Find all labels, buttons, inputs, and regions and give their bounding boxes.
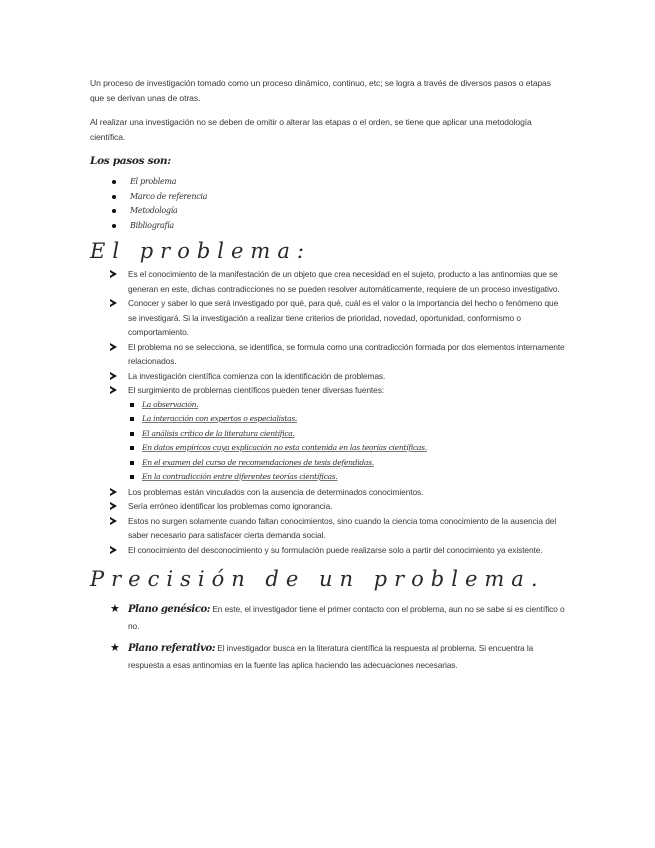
precision-list bbox=[90, 601, 567, 673]
arrow-bullet-icon bbox=[110, 488, 117, 496]
pasos-item: El problema bbox=[120, 175, 567, 190]
arrow-bullet-icon bbox=[110, 343, 117, 351]
arrow-bullet-icon bbox=[110, 372, 117, 380]
plano-term: Plano referativo: bbox=[128, 643, 216, 654]
problema-item: Conocer y saber lo que será investigado por qué, para qué, cuál es el valor o la importancia del hecho o fenómeno que se investigará. Si la investigación a realizar tiene criterios de prioridad, novedad, oportunidad, conformismo o comportamiento. bbox=[110, 296, 567, 340]
fuente-item: La interacción con expertos o especialistas. bbox=[130, 412, 567, 427]
problema-item: Es el conocimiento de la manifestación de un objeto que crea necesidad en el sujeto, producto a las antinomias que se generan en este, dichas contradicciones no se pueden resolver automáticamente, requiere de un proceso investigativo. bbox=[110, 267, 567, 296]
problema-item: La investigación científica comienza con la identificación de problemas. bbox=[110, 369, 567, 384]
arrow-bullet-icon bbox=[110, 270, 117, 278]
plano-term: Plano genésico: bbox=[128, 604, 211, 615]
pasos-item: Bibliografía bbox=[120, 219, 567, 234]
square-bullet-icon bbox=[130, 446, 134, 450]
fuente-item: El análisis crítico de la literatura científica. bbox=[130, 427, 567, 442]
pasos-item: Metodología bbox=[120, 204, 567, 219]
pasos-list bbox=[90, 175, 567, 233]
precision-heading: Precisión de un problema. bbox=[90, 567, 545, 591]
arrow-bullet-icon bbox=[110, 546, 117, 554]
problema-list-b bbox=[90, 485, 567, 558]
arrow-bullet-icon bbox=[110, 517, 117, 525]
problema-item: El conocimiento del desconocimiento y su formulación puede realizarse solo a partir del conocimiento ya existente. bbox=[110, 543, 567, 558]
precision-item bbox=[110, 601, 567, 634]
square-bullet-icon bbox=[130, 403, 134, 407]
problema-item: Sería erróneo identificar los problemas como ignorancia. bbox=[110, 499, 567, 514]
square-bullet-icon bbox=[130, 475, 134, 479]
arrow-bullet-icon bbox=[110, 502, 117, 510]
intro-paragraph-2: Al realizar una investigación no se deben de omitir o alterar las etapas o el orden, se tiene que aplicar una metodología científica. bbox=[90, 117, 532, 142]
arrow-bullet-icon bbox=[110, 299, 117, 307]
problema-item: Los problemas están vinculados con la ausencia de determinados conocimientos. bbox=[110, 485, 567, 500]
fuentes-list bbox=[90, 398, 567, 485]
plano-text: En este, el investigador tiene el primer contacto con el problema, aun no se sabe si es científico o no. bbox=[128, 604, 565, 631]
pasos-title: Los pasos son: bbox=[90, 155, 171, 167]
fuente-item: La observación. bbox=[130, 398, 567, 413]
fuente-item: En datos empíricos cuya explicación no esta contenida en las teorías científicas. bbox=[130, 441, 567, 456]
square-bullet-icon bbox=[130, 417, 134, 421]
pasos-item: Marco de referencia bbox=[120, 190, 567, 205]
problema-heading: El problema: bbox=[90, 239, 311, 263]
problema-item: El problema no se selecciona, se identifica, se formula como una contradicción formada por dos elementos internamente relacionados. bbox=[110, 340, 567, 369]
square-bullet-icon bbox=[130, 461, 134, 465]
precision-item bbox=[110, 640, 567, 673]
problema-item: El surgimiento de problemas científicos pueden tener diversas fuentes: bbox=[110, 383, 567, 398]
plano-text: El investigador busca en la literatura científica la respuesta al problema. Si encuentra la respuesta a esas antinomias en la fuente las aplica haciendo las adecuaciones necesarias. bbox=[128, 643, 534, 670]
square-bullet-icon bbox=[130, 432, 134, 436]
star-bullet-icon: ★ bbox=[110, 641, 120, 654]
fuente-item: En la contradicción entre diferentes teorías científicas. bbox=[130, 470, 567, 485]
fuente-item: En el examen del curso de recomendaciones de tesis defendidas. bbox=[130, 456, 567, 471]
problema-list-a bbox=[90, 267, 567, 398]
problema-item: Estos no surgen solamente cuando faltan conocimientos, sino cuando la ciencia toma conocimiento de la ausencia del saber necesario para satisfacer cierta demanda social. bbox=[110, 514, 567, 543]
arrow-bullet-icon bbox=[110, 386, 117, 394]
intro-paragraph-1: Un proceso de investigación tomado como un proceso dinámico, continuo, etc; se logra a través de diversos pasos o etapas que se derivan unas de otras. bbox=[90, 78, 551, 103]
star-bullet-icon: ★ bbox=[110, 602, 120, 615]
